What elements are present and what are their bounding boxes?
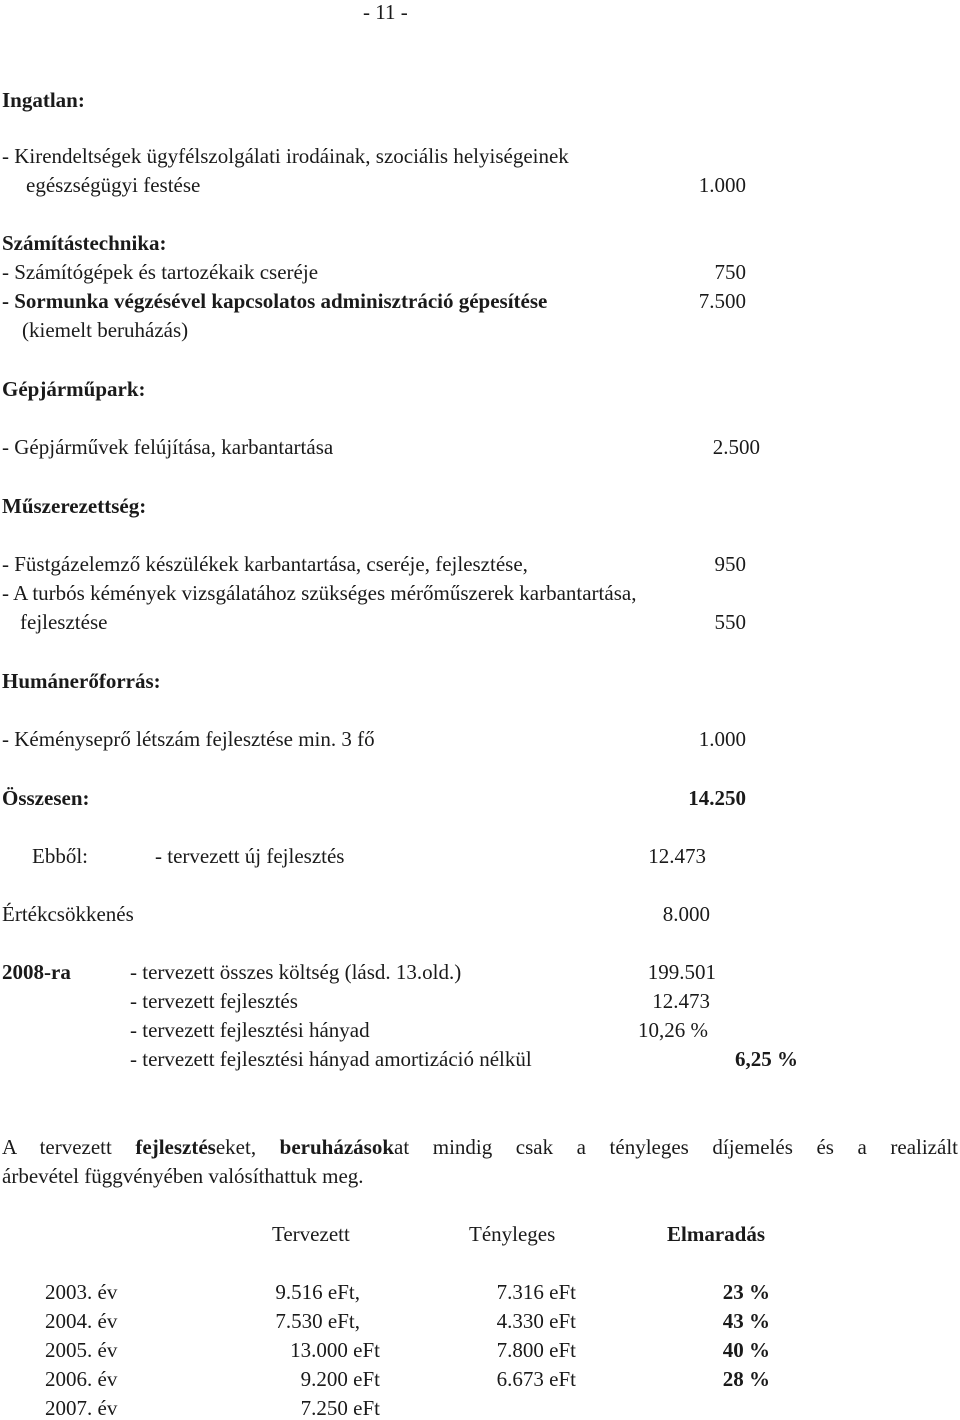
section-heading-humaneroforras: Humánerőforrás: [2,669,161,693]
osszesen-value: 14.250 [688,786,746,810]
gepjarmupark-item1-label: - Gépjárművek felújítása, karbantartása [2,435,334,459]
year-2008-row-value: 10,26 % [638,1018,708,1042]
table-header-tenyleges: Tényleges [469,1222,556,1246]
muszerezettseg-item1-label: - Füstgázelemző készülékek karbantartása, cseréje, fejlesztése, [2,552,528,576]
table-cell-planned: 9.516 eFt, [275,1280,360,1304]
ebbol-value: 12.473 [648,844,706,868]
ingatlan-item1-line1: - Kirendeltségek ügyfélszolgálati irodáinak, szociális helyiségeinek [2,144,569,168]
year-2008-row-value: 6,25 % [735,1047,798,1071]
szamitastechnika-item2-value: 7.500 [698,289,746,313]
year-2008-row-desc: - tervezett fejlesztés [130,989,298,1013]
year-2008-label: 2008-ra [2,960,71,984]
table-header-tervezett: Tervezett [272,1222,350,1246]
table-cell-year: 2005. év [45,1338,118,1362]
table-cell-planned: 7.530 eFt, [275,1309,360,1333]
year-2008-row-desc: - tervezett fejlesztési hányad [130,1018,370,1042]
table-cell-actual: 4.330 eFt [496,1309,576,1333]
ertekcsokkenes-value: 8.000 [662,902,710,926]
section-heading-gepjarmupark: Gépjárműpark: [2,377,146,401]
table-cell-shortfall: 40 % [722,1338,770,1362]
osszesen-label: Összesen: [2,786,90,810]
table-cell-year: 2004. év [45,1309,118,1333]
gepjarmupark-item1-value: 2.500 [712,435,760,459]
section-heading-szamitastechnika: Számítástechnika: [2,231,167,255]
muszerezettseg-item2-value: 550 [714,610,746,634]
ertekcsokkenes-label: Értékcsökkenés [2,902,134,926]
paragraph-line2: árbevétel függvényében valósíthattuk meg. [2,1164,364,1188]
humaneroforras-item1-value: 1.000 [698,727,746,751]
section-heading-muszerezettseg: Műszerezettség: [2,494,147,518]
table-cell-planned: 7.250 eFt [300,1396,380,1420]
szamitastechnika-item2-note: (kiemelt beruházás) [22,318,189,342]
year-2008-row-value: 12.473 [652,989,710,1013]
table-cell-shortfall: 28 % [722,1367,770,1391]
table-cell-shortfall: 43 % [722,1309,770,1333]
szamitastechnika-item2-label: - Sormunka végzésével kapcsolatos adminisztráció gépesítése [2,289,548,313]
table-cell-actual: 7.800 eFt [496,1338,576,1362]
ebbol-label: Ebből: [32,844,88,868]
szamitastechnika-item1-label: - Számítógépek és tartozékaik cseréje [2,260,319,284]
ebbol-description: - tervezett új fejlesztés [155,844,345,868]
table-cell-planned: 13.000 eFt [290,1338,380,1362]
section-heading-ingatlan: Ingatlan: [2,88,85,112]
table-cell-actual: 6.673 eFt [496,1367,576,1391]
year-2008-row-value: 199.501 [647,960,716,984]
muszerezettseg-item2-line1: - A turbós kémények vizsgálatához szükséges mérőműszerek karbantartása, [2,581,637,605]
ingatlan-item1-value: 1.000 [698,173,746,197]
table-cell-year: 2007. év [45,1396,118,1420]
muszerezettseg-item2-line2: fejlesztése [20,610,108,634]
paragraph-line1: A tervezett fejlesztéseket, beruházásokat mindig csak a tényleges díjemelés és a realizált [2,1135,958,1159]
humaneroforras-item1-label: - Kéményseprő létszám fejlesztése min. 3 fő [2,727,375,751]
table-cell-planned: 9.200 eFt [300,1367,380,1391]
table-cell-year: 2006. év [45,1367,118,1391]
year-2008-row-desc: - tervezett fejlesztési hányad amortizáció nélkül [130,1047,532,1071]
year-2008-row-desc: - tervezett összes költség (lásd. 13.old.) [130,960,462,984]
table-header-elmaradas: Elmaradás [667,1222,766,1246]
szamitastechnika-item1-value: 750 [714,260,746,284]
muszerezettseg-item1-value: 950 [714,552,746,576]
ingatlan-item1-line2: egészségügyi festése [26,173,201,197]
table-cell-shortfall: 23 % [722,1280,770,1304]
page-number: - 11 - [363,0,408,24]
table-cell-actual: 7.316 eFt [496,1280,576,1304]
table-cell-year: 2003. év [45,1280,118,1304]
